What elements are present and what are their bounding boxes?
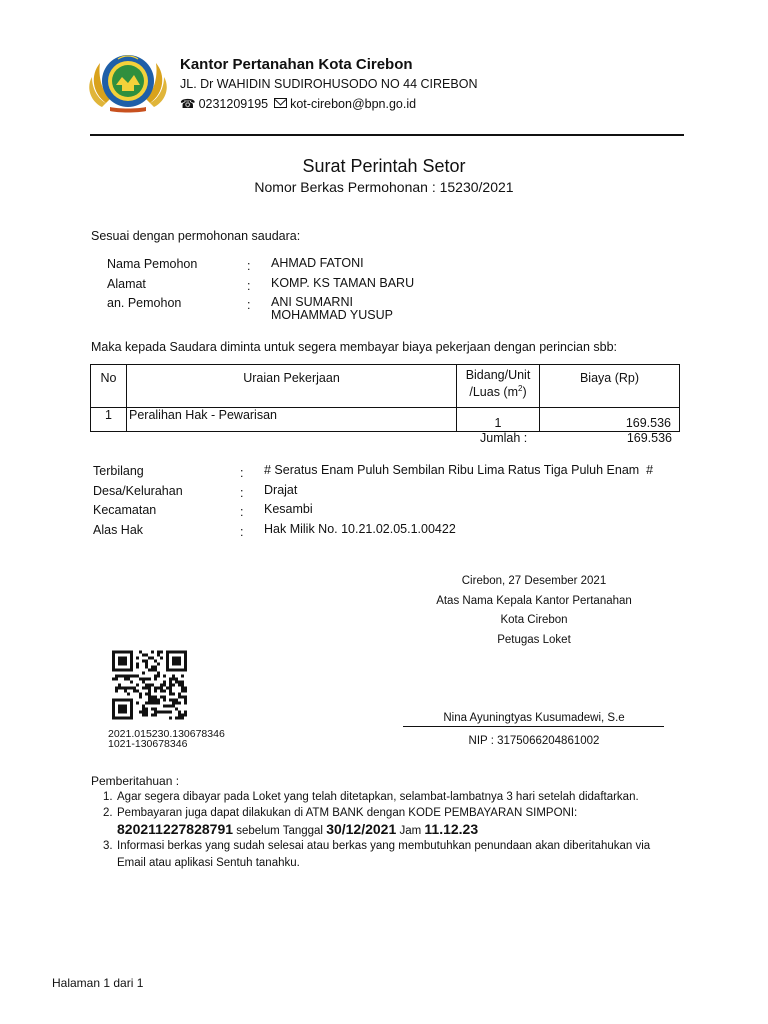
colon: : [247,279,251,293]
header-no: No [91,365,127,408]
kecamatan-value: Kesambi [264,502,313,516]
header-bidang-line-1: Bidang/Unit [465,368,531,382]
header-bidang-line-2: /Luas (m [469,385,518,400]
notice-item-1 [103,791,639,803]
colon: : [240,505,244,519]
cell-biaya: 169.536 [540,408,680,432]
notice-title: Pemberitahuan : [91,774,180,788]
qr-code-icon [112,650,187,720]
before-label: sebelum Tanggal [236,825,323,837]
office-contact [180,96,416,111]
applicant-name-value: AHMAD FATONI [271,256,364,270]
applicant-address-value: KOMP. KS TAMAN BARU [271,276,415,290]
payment-code: 820211227828791 [117,821,234,837]
cell-desc: Peralihan Hak - Pewarisan [127,408,457,432]
page-number: Halaman 1 dari 1 [52,976,144,990]
applicant-address-label: Alamat [107,277,146,291]
time-value: 11.12.23 [424,821,479,837]
terbilang-value: # Seratus Enam Puluh Sembilan Ribu Lima Ratus Tiga Puluh Enam # [264,463,654,477]
total-label: Jumlah : [480,431,528,445]
signature-line-2: Kota Cirebon [500,614,568,626]
cell-no: 1 [91,408,127,432]
kecamatan-label: Kecamatan [93,503,157,517]
terbilang-label: Terbilang [93,464,144,478]
notice-number: 2. [103,807,113,819]
mail-icon [274,98,287,108]
notice-number: 1. [103,791,113,803]
payment-instruction: Maka kepada Saudara diminta untuk segera membayar biaya pekerjaan dengan perincian sbb: [91,340,618,354]
signature-line-3: Petugas Loket [497,634,571,646]
notice-number: 3. [103,840,113,852]
office-address: JL. Dr WAHIDIN SUDIROHUSODO NO 44 CIREBON [180,77,478,91]
bpn-emblem-icon [88,47,168,125]
signature-line-1: Atas Nama Kepala Kantor Pertanahan [436,595,632,607]
qr-caption [108,729,225,749]
work-table [90,364,680,432]
signer-name: Nina Ayuningtyas Kusumadewi, S.e [443,712,625,724]
qr-code-line-1: 2021.015230.130678346 [108,728,225,740]
signer-nip: NIP : 3175066204861002 [468,735,600,747]
office-phone: 0231209195 [198,97,269,111]
applicant-name-label: Nama Pemohon [107,257,198,271]
document-subtitle: Nomor Berkas Permohonan : 15230/2021 [254,179,514,195]
on-behalf-value-2: MOHAMMAD YUSUP [271,308,394,322]
on-behalf-value-1: ANI SUMARNI [271,295,353,309]
desa-label: Desa/Kelurahan [93,484,183,498]
desa-value: Drajat [264,483,298,497]
header-bidang-sup: 2 [518,384,523,393]
header-biaya: Biaya (Rp) [540,365,680,408]
header-bidang [457,365,540,408]
notice-item-3-text-a: Informasi berkas yang sudah selesai atau berkas yang membutuhkan penundaan akan diberitahukan via [117,840,651,852]
colon: : [247,259,251,273]
notice-item-2 [103,807,577,819]
notice-item-3 [103,840,650,852]
place-date: Cirebon, 27 Desember 2021 [461,575,607,587]
on-behalf-label: an. Pemohon [107,296,182,310]
intro-text: Sesuai dengan permohonan saudara: [91,229,301,243]
signature-rule [403,726,664,727]
total-value: 169.536 [626,431,672,445]
document-title: Surat Perintah Setor [302,156,466,176]
phone-icon: ☎ [180,97,196,111]
notice-item-3-continued: Email atau aplikasi Sentuh tanahku. [117,857,300,869]
before-date: 30/12/2021 [326,821,397,837]
colon: : [247,298,251,312]
colon: : [240,525,244,539]
cell-bidang: 1 [457,408,540,432]
notice-item-2-text: Pembayaran juga dapat dilakukan di ATM BANK dengan KODE PEMBAYARAN SIMPONI: [117,807,578,819]
notice-item-1-text: Agar segera dibayar pada Loket yang telah ditetapkan, selambat-lambatnya 3 hari setelah didaftarkan. [117,791,639,803]
colon: : [240,486,244,500]
header-bidang-close: ) [522,385,527,400]
header-divider [90,134,684,136]
table-row [91,408,680,432]
office-email[interactable]: kot-cirebon@bpn.go.id [290,97,417,111]
qr-code-line-2: 1021-130678346 [108,738,188,750]
alas-hak-value: Hak Milik No. 10.21.02.05.1.00422 [264,522,456,536]
table-header-row [91,365,680,408]
time-label: Jam [399,825,422,837]
payment-code-line [117,821,478,837]
colon: : [240,466,244,480]
office-name: Kantor Pertanahan Kota Cirebon [180,56,413,73]
header-desc: Uraian Pekerjaan [127,365,457,408]
alas-hak-label: Alas Hak [93,523,144,537]
